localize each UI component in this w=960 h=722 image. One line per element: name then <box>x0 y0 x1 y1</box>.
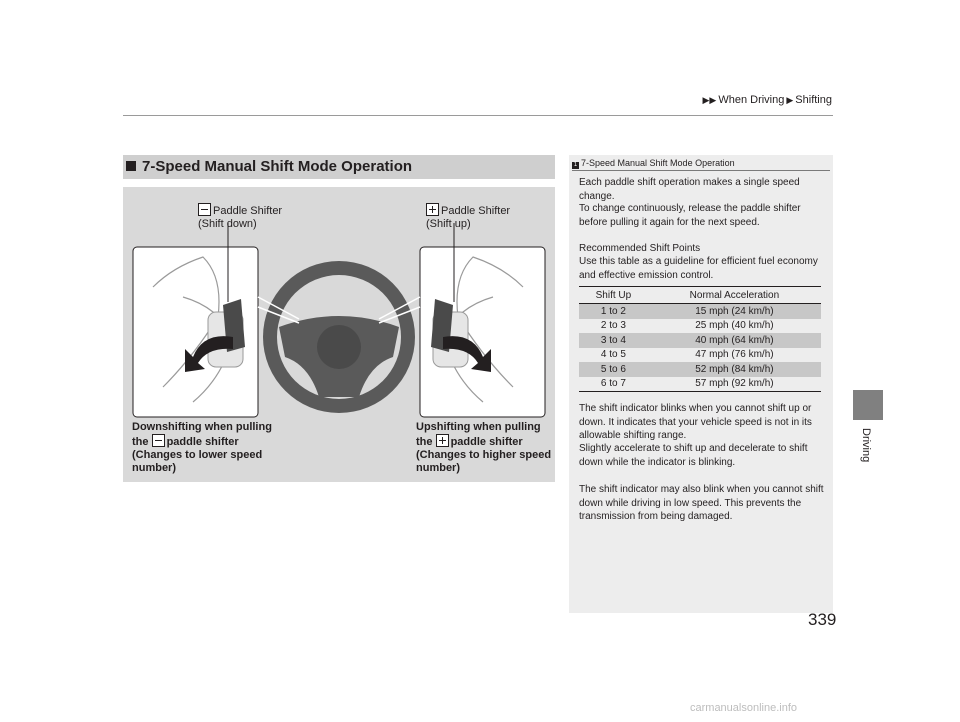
upshift-caption <box>416 421 551 475</box>
chapter-tab-label: Driving <box>860 428 872 463</box>
table-cell: 4 to 5 <box>600 349 626 361</box>
chapter-tab <box>853 390 883 420</box>
upshift-line-1: Upshifting when pulling <box>416 421 541 433</box>
breadcrumb-part-1: When Driving <box>718 94 785 106</box>
note-divider <box>572 170 830 171</box>
table-row <box>579 304 821 319</box>
minus-paddle-label <box>198 203 282 231</box>
downshift-caption <box>132 421 272 475</box>
note-paragraph-1: Each paddle shift operation makes a single speed change. <box>579 177 800 202</box>
note-paragraph-2: To change continuously, release the paddle shifter before pulling it again for the next speed. <box>579 203 801 228</box>
minus-paddle-sub: (Shift down) <box>198 218 257 230</box>
section-square-icon <box>126 161 136 171</box>
table-header-row <box>579 287 821 304</box>
table-header-normal-acceleration: Normal Acceleration <box>648 287 821 304</box>
table-cell: 52 mph (84 km/h) <box>648 362 821 377</box>
downshift-line-1: Downshifting when pulling <box>132 421 272 433</box>
table-cell: 1 to 2 <box>579 304 648 319</box>
upshift-line-2-pre: the <box>416 436 433 448</box>
table-cell: 57 mph (92 km/h) <box>648 377 821 392</box>
table-cell: 6 to 7 <box>579 377 648 392</box>
table-row <box>579 377 821 392</box>
header-divider <box>123 115 833 116</box>
minus-box-icon <box>198 203 211 216</box>
right-hand-inset <box>420 247 545 417</box>
table-row <box>579 348 821 363</box>
breadcrumb <box>701 94 833 106</box>
breadcrumb-part-2: Shifting <box>795 94 832 106</box>
section-header <box>123 155 555 179</box>
plus-paddle-label <box>426 203 510 231</box>
plus-box-icon <box>426 203 439 216</box>
shift-points-table <box>579 286 821 392</box>
downshift-line-2-pre: the <box>132 436 149 448</box>
table-cell: 25 mph (40 km/h) <box>695 320 774 332</box>
plus-box-icon <box>436 434 449 447</box>
page-number: 339 <box>808 610 837 629</box>
note-paragraph-3: Recommended Shift Points <box>579 243 701 254</box>
paddle-shifter-figure <box>123 187 555 482</box>
table-row <box>579 319 821 334</box>
table-row <box>579 333 821 348</box>
downshift-line-2-post: paddle shifter <box>166 436 239 448</box>
note-paragraph-4: Use this table as a guideline for efficient fuel economy and effective emission control. <box>579 256 818 281</box>
upshift-line-3: (Changes to higher speed <box>416 449 552 461</box>
note-marker-icon: 1 <box>573 162 578 168</box>
note-title <box>572 158 735 169</box>
breadcrumb-arrow-icon: ▶ <box>786 95 794 105</box>
note-paragraph-5: The shift indicator blinks when you cannot shift up or down. It indicates that your vehicle speed is not in its allowable shifting range. <box>579 403 812 441</box>
minus-box-icon <box>152 434 165 447</box>
downshift-line-4: number) <box>132 462 176 474</box>
upshift-line-2-post: paddle shifter <box>450 436 523 448</box>
note-title-text: 7-Speed Manual Shift Mode Operation <box>581 158 735 168</box>
table-header-shift-up: Shift Up <box>579 287 648 304</box>
table-row <box>579 362 821 377</box>
table-cell: 47 mph (76 km/h) <box>695 349 774 361</box>
note-paragraph-6: Slightly accelerate to shift up and decelerate to shift down while the indicator is blinking. <box>579 443 808 468</box>
downshift-line-3: (Changes to lower speed <box>132 449 263 461</box>
footer-watermark: carmanualsonline.info <box>690 702 798 714</box>
table-cell: 15 mph (24 km/h) <box>648 304 821 319</box>
plus-paddle-sub: (Shift up) <box>426 218 471 230</box>
table-cell: 5 to 6 <box>579 362 648 377</box>
table-cell: 40 mph (64 km/h) <box>648 333 821 348</box>
upshift-line-4: number) <box>416 462 460 474</box>
plus-paddle-title: Paddle Shifter <box>441 205 511 217</box>
minus-paddle-title: Paddle Shifter <box>213 205 283 217</box>
left-hand-inset <box>133 247 258 417</box>
breadcrumb-arrow-icon: ▶▶ <box>702 95 717 105</box>
table-cell: 3 to 4 <box>579 333 648 348</box>
steering-wheel-icon <box>263 261 415 413</box>
section-title: 7-Speed Manual Shift Mode Operation <box>142 158 413 175</box>
table-cell: 2 to 3 <box>600 320 626 332</box>
note-paragraph-7: The shift indicator may also blink when you cannot shift down while driving in low speed. This prevents the transmission from being damaged. <box>579 484 824 522</box>
